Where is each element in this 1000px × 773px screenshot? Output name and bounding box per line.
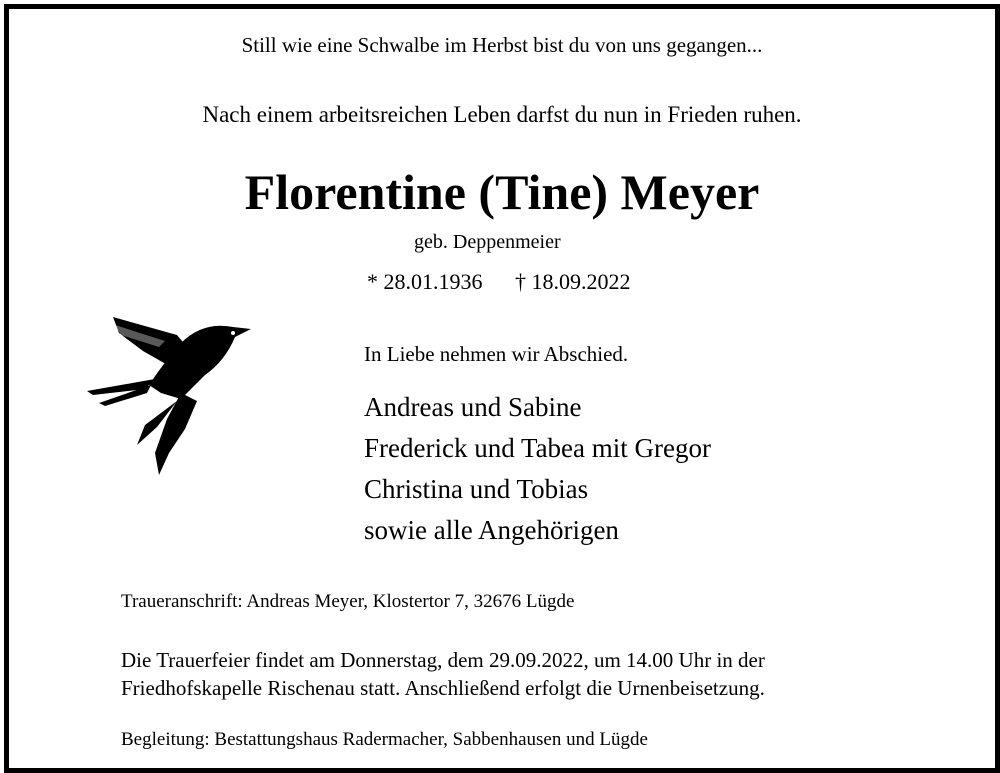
death-date: † 18.09.2022 — [515, 269, 631, 294]
maiden-name: geb. Deppenmeier — [414, 231, 561, 253]
farewell-text: In Liebe nehmen wir Abschied. — [364, 342, 629, 366]
verse-line-1: Still wie eine Schwalbe im Herbst bist du von uns gegangen... — [241, 33, 763, 57]
deceased-name: Florentine (Tine) Meyer — [244, 164, 760, 220]
mourners-list — [364, 387, 711, 551]
mourner-item: Frederick und Tabea mit Gregor — [364, 433, 711, 463]
funeral-home: Begleitung: Bestattungshaus Radermacher, Sabbenhausen und Lügde — [121, 729, 648, 750]
obituary-notice — [4, 4, 1000, 773]
ceremony-line-2: Friedhofskapelle Rischenau statt. Anschließend erfolgt die Urnenbeisetzung. — [121, 676, 765, 700]
birth-date: * 28.01.1936 — [367, 269, 483, 294]
mourner-item: sowie alle Angehörigen — [364, 515, 619, 545]
ceremony-info — [121, 646, 765, 702]
swallow-icon — [85, 301, 253, 477]
verse-line-2: Nach einem arbeitsreichen Leben darfst du nun in Frieden ruhen. — [202, 102, 802, 127]
mourning-address: Traueranschrift: Andreas Meyer, Klostertor 7, 32676 Lügde — [121, 591, 575, 612]
mourner-item: Christina und Tobias — [364, 474, 589, 504]
ceremony-line-1: Die Trauerfeier findet am Donnerstag, dem 29.09.2022, um 14.00 Uhr in der — [121, 648, 765, 672]
mourner-item: Andreas und Sabine — [364, 392, 582, 422]
